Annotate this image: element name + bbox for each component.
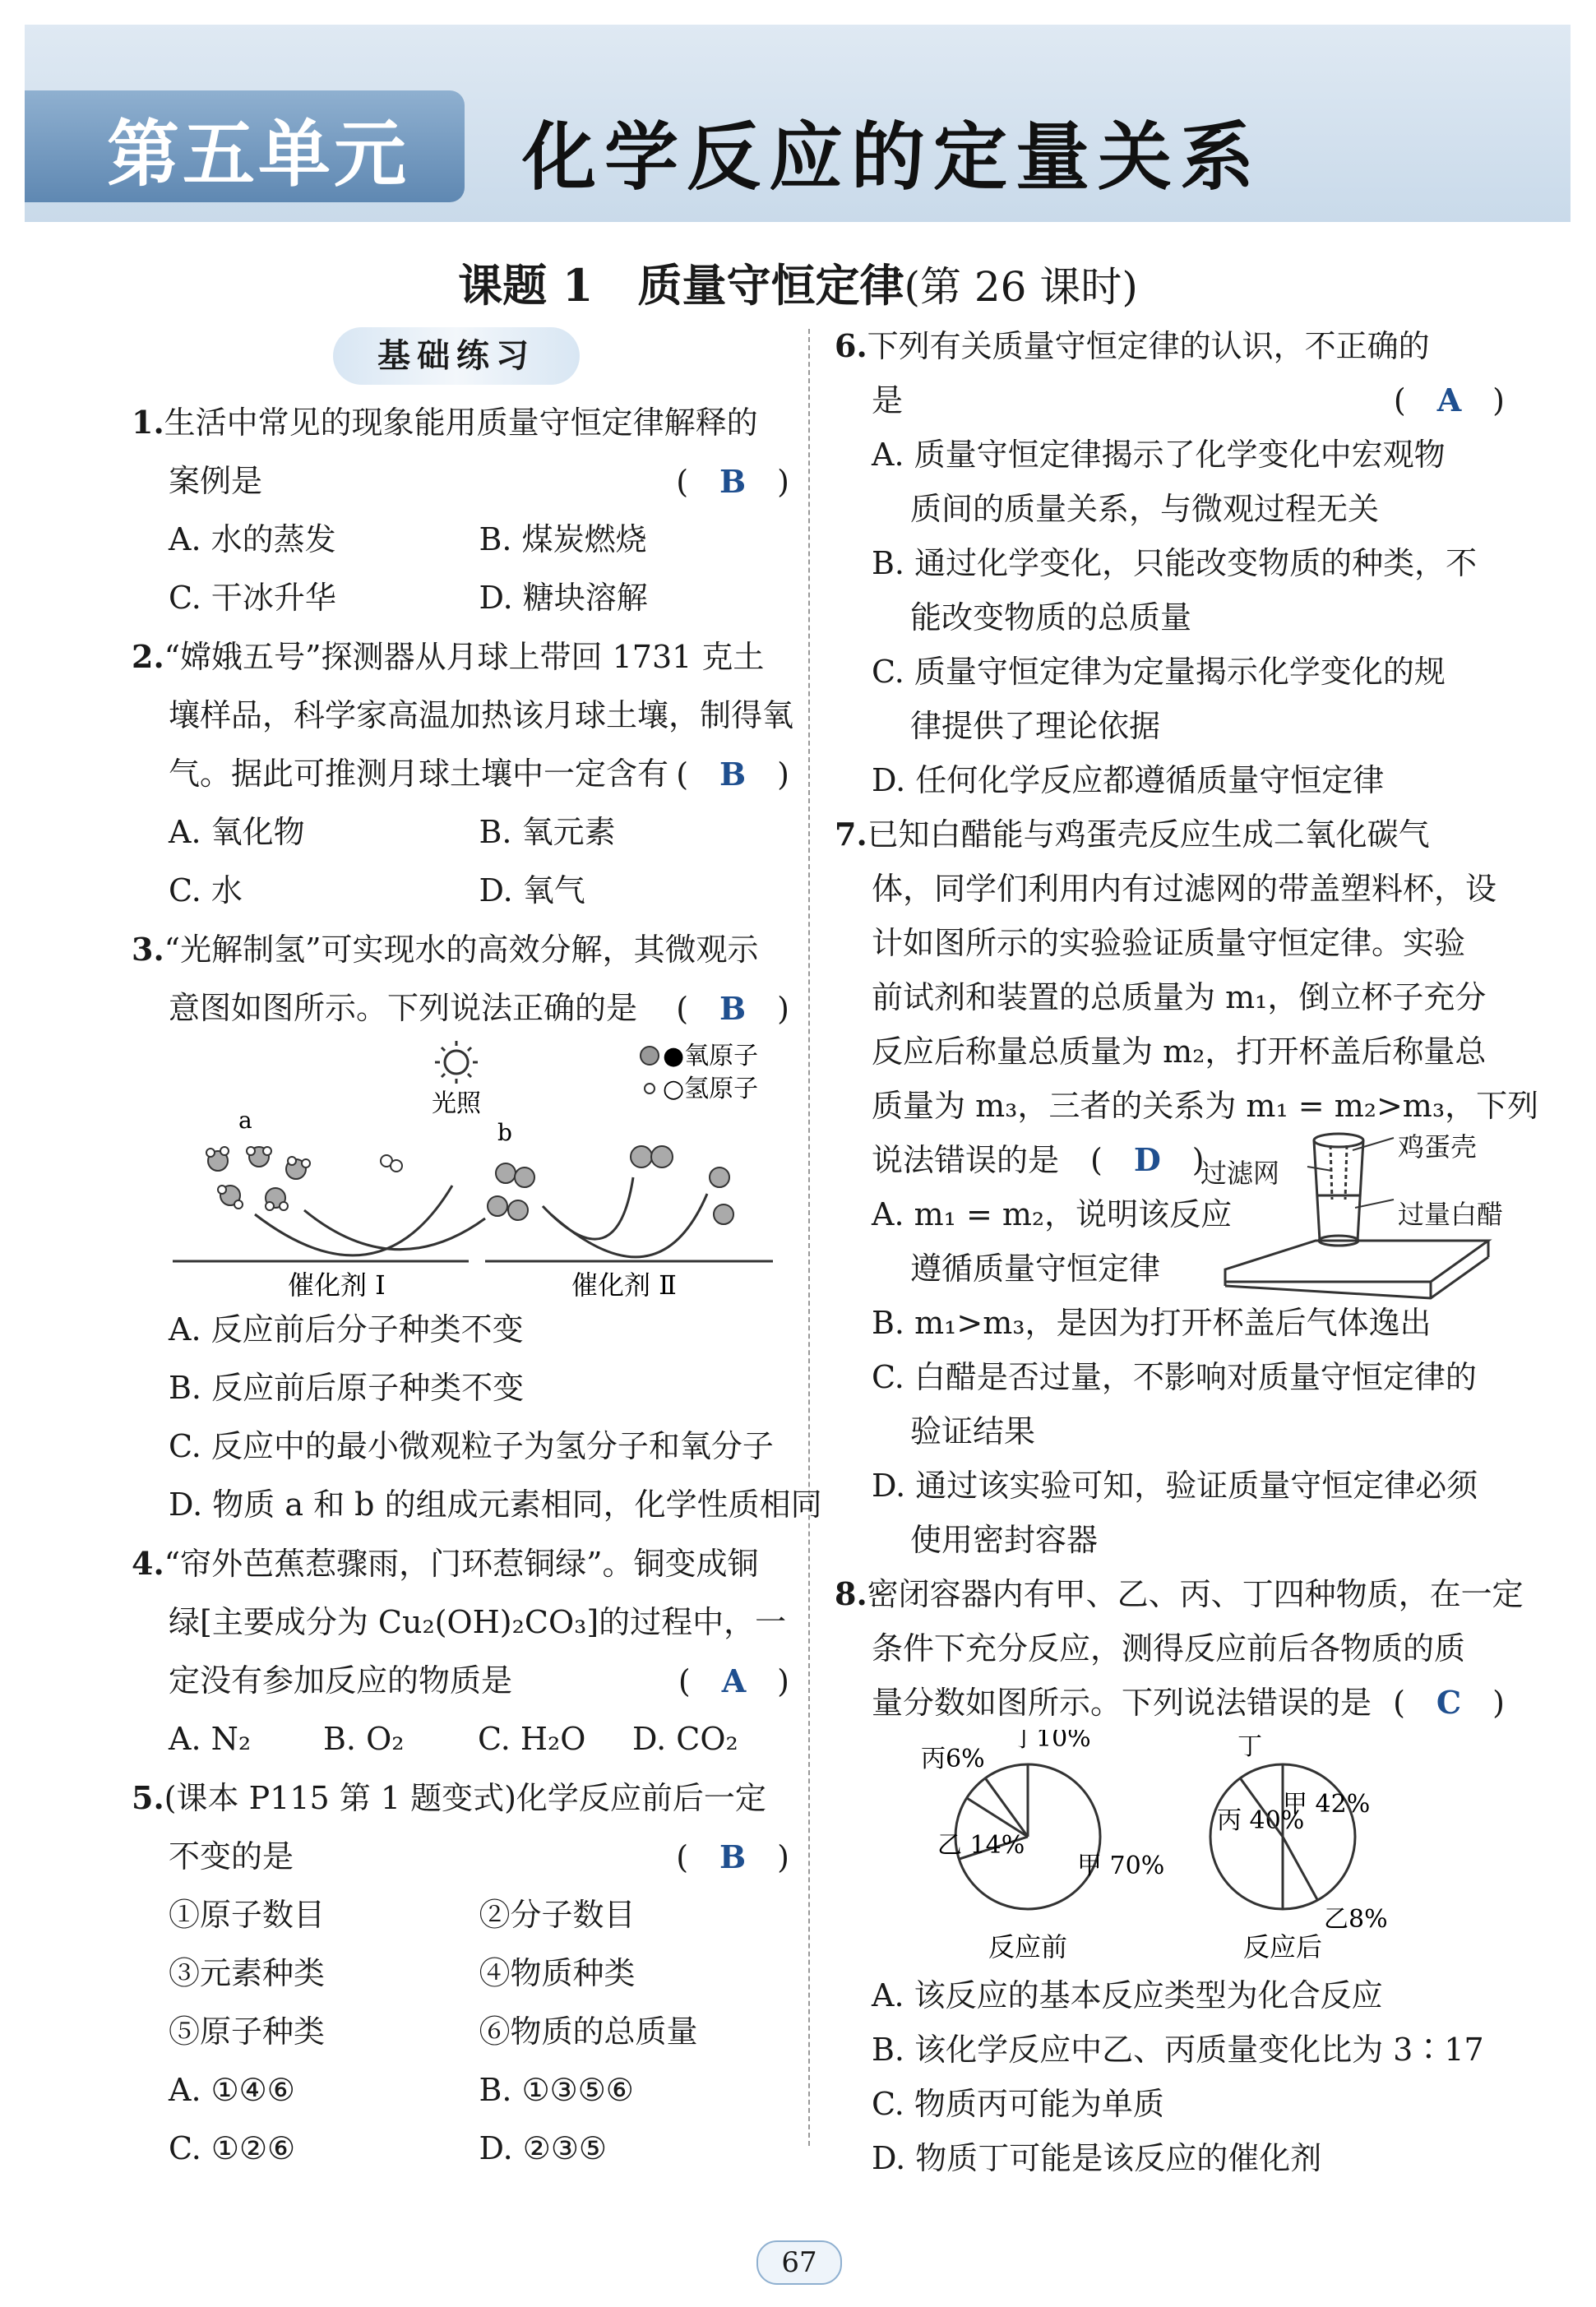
q7-option-c-2: 验证结果 bbox=[910, 1413, 1036, 1449]
q1-text-2: 案例是 bbox=[169, 463, 263, 499]
q5-number: 5. bbox=[132, 1779, 164, 1816]
q1-option-a: A. 水的蒸发 bbox=[169, 521, 336, 557]
q7-text-5: 反应后称量总质量为 m₂，打开杯盖后称量总 bbox=[872, 1033, 1487, 1070]
q5-items-row-3 bbox=[132, 2003, 789, 2061]
q4-line-3 bbox=[132, 1652, 789, 1710]
q5-items-row-2 bbox=[132, 1944, 789, 2003]
q3-option-d: D. 物质 a 和 b 的组成元素相同，化学性质相同 bbox=[169, 1486, 822, 1523]
q8-option-c: C. 物质丙可能为单质 bbox=[872, 2086, 1164, 2122]
q4-options-row bbox=[132, 1710, 789, 1768]
q5-items-row-1 bbox=[132, 1886, 789, 1944]
q5-options-row-2 bbox=[132, 2120, 789, 2178]
q8-option-a: A. 该反应的基本反应类型为化合反应 bbox=[872, 1977, 1383, 2013]
q5-line-2 bbox=[132, 1828, 789, 1886]
q1-answer-paren: ( B ) bbox=[676, 463, 789, 500]
q5-item-5: ⑤原子种类 bbox=[169, 2013, 326, 2050]
q3-text-2: 意图如图所示。下列说法正确的是 bbox=[169, 990, 638, 1026]
sun-icon bbox=[435, 1041, 478, 1084]
pie-2-title: 反应后 bbox=[1242, 1931, 1323, 1963]
q2-options-row-1 bbox=[132, 803, 789, 862]
q2-text-3: 气。据此可推测月球土壤中一定含有 bbox=[169, 756, 669, 792]
legend-hydrogen: ○氢原子 bbox=[663, 1075, 759, 1103]
pie-2-label-丁: 丁 bbox=[1237, 1732, 1262, 1761]
pie-2-label-甲: 甲 42% bbox=[1283, 1790, 1371, 1819]
q2-options-row-2 bbox=[132, 862, 789, 920]
q6-number: 6. bbox=[835, 327, 867, 364]
q5-line-1 bbox=[132, 1768, 789, 1828]
water-products-icon bbox=[710, 1167, 733, 1224]
q6-option-d: D. 任何化学反应都遵循质量守恒定律 bbox=[872, 762, 1385, 798]
q4-option-d: D. CO₂ bbox=[632, 1721, 738, 1757]
q1-answer: B bbox=[719, 463, 747, 500]
q6-option-b-2: 能改变物质的总质量 bbox=[910, 599, 1192, 636]
pie-2-label-乙: 乙8% bbox=[1324, 1905, 1388, 1934]
q6-option-a-2: 质间的质量关系，与微观过程无关 bbox=[910, 491, 1380, 527]
q7-option-d-2: 使用密封容器 bbox=[910, 1522, 1099, 1558]
legend-oxygen: ●氧原子 bbox=[663, 1042, 759, 1070]
peroxide-molecules-icon bbox=[488, 1163, 534, 1220]
q6-option-c-1: C. 质量守恒定律为定量揭示化学变化的规 bbox=[872, 654, 1446, 690]
q4-text-1: “帘外芭蕉惹骤雨，门环惹铜绿”。铜变成铜 bbox=[164, 1546, 759, 1582]
q2-line-2 bbox=[132, 687, 794, 745]
q6-answer-paren: ( A ) bbox=[1393, 381, 1505, 418]
q8-text-2: 条件下充分反应，测得反应前后各物质的质 bbox=[872, 1630, 1466, 1667]
q2-line-3 bbox=[132, 745, 789, 803]
q1-option-c: C. 干冰升华 bbox=[169, 580, 336, 616]
q3-answer: B bbox=[719, 990, 747, 1027]
q8-text-3: 量分数如图所示。下列说法错误的是 bbox=[872, 1685, 1372, 1721]
q2-text-2: 壤样品，科学家高温加热该月球土壤，制得氧 bbox=[169, 697, 794, 733]
q1-line-1 bbox=[132, 393, 789, 452]
q7-number: 7. bbox=[835, 816, 867, 853]
page-number: 67 bbox=[756, 2240, 842, 2285]
q1-option-d: D. 糖块溶解 bbox=[479, 580, 648, 616]
q7-option-d-1: D. 通过该实验可知，验证质量守恒定律必须 bbox=[872, 1468, 1478, 1504]
q3-figure bbox=[132, 1038, 789, 1301]
filter-label: 过滤网 bbox=[1200, 1158, 1280, 1189]
q6-answer: A bbox=[1436, 381, 1462, 418]
q7-text-6: 质量为 m₃，三者的关系为 m₁ = m₂>m₃，下列 bbox=[872, 1088, 1539, 1124]
catalyst-1-label: 催化剂 Ⅰ bbox=[288, 1269, 386, 1301]
q3-option-a: A. 反应前后分子种类不变 bbox=[169, 1311, 524, 1348]
q5-item-4: ④物质种类 bbox=[479, 1955, 636, 1991]
q4-option-a: A. N₂ bbox=[169, 1721, 252, 1757]
q8-answer-paren: ( C ) bbox=[1393, 1684, 1505, 1721]
pie-1-label-甲: 甲 70% bbox=[1077, 1852, 1165, 1880]
scale-icon bbox=[1225, 1241, 1488, 1298]
q7-text-2: 体，同学们利用内有过滤网的带盖塑料杯，设 bbox=[872, 871, 1497, 907]
unit-title: 化学反应的定量关系 bbox=[522, 114, 1262, 201]
q3-figure-svg bbox=[132, 1038, 789, 1301]
q6-option-b-1: B. 通过化学变化，只能改变物质的种类，不 bbox=[872, 545, 1478, 581]
pie-2-label-丙: 丙 40% bbox=[1217, 1806, 1305, 1835]
q8-option-d: D. 物质丁可能是该反应的催化剂 bbox=[872, 2140, 1322, 2176]
q5-item-3: ③元素种类 bbox=[169, 1955, 326, 1991]
q2-text-1: “嫦娥五号”探测器从月球上带回 1731 克土 bbox=[164, 639, 765, 675]
q2-option-b: B. 氧元素 bbox=[479, 814, 616, 850]
q5-option-c: C. ①②⑥ bbox=[169, 2130, 296, 2166]
q5-answer: B bbox=[719, 1838, 747, 1875]
q2-number: 2. bbox=[132, 638, 164, 675]
q3-text-1: “光解制氢”可实现水的高效分解，其微观示 bbox=[164, 932, 759, 968]
q6-text-2: 是 bbox=[872, 382, 904, 418]
q7-line-7: 说法错误的是 ( D ) bbox=[872, 1141, 1205, 1178]
q8-pie-charts-svg bbox=[835, 1730, 1505, 1968]
q2-option-a: A. 氧化物 bbox=[169, 814, 305, 850]
q4-option-c: C. H₂O bbox=[478, 1721, 586, 1757]
egg-label: 鸡蛋壳 bbox=[1398, 1131, 1478, 1163]
q6-option-c-2: 律提供了理论依据 bbox=[910, 708, 1161, 744]
q8-answer: C bbox=[1436, 1684, 1462, 1721]
q8-line-1 bbox=[835, 1567, 1524, 1621]
right-column bbox=[835, 319, 1539, 2185]
q8-text-1: 密闭容器内有甲、乙、丙、丁四种物质，在一定 bbox=[867, 1576, 1524, 1612]
cup-icon bbox=[1314, 1134, 1363, 1246]
lesson-title-sub: (第 26 课时) bbox=[904, 263, 1138, 311]
q4-text-3: 定没有参加反应的物质是 bbox=[169, 1662, 513, 1699]
q5-text-2: 不变的是 bbox=[169, 1838, 294, 1875]
q6-text-1: 下列有关质量守恒定律的认识，不正确的 bbox=[867, 328, 1430, 364]
q3-option-c: C. 反应中的最小微观粒子为氢分子和氧分子 bbox=[169, 1428, 774, 1464]
q7-option-b: B. m₁>m₃，是因为打开杯盖后气体逸出 bbox=[872, 1305, 1432, 1341]
q1-options-row-2 bbox=[132, 569, 789, 627]
catalyst-2-label: 催化剂 Ⅱ bbox=[571, 1269, 677, 1301]
q5-item-1: ①原子数目 bbox=[169, 1897, 326, 1933]
light-label: 光照 bbox=[432, 1089, 481, 1118]
oxygen-atom-legend-icon bbox=[641, 1047, 659, 1065]
q6-line-2 bbox=[835, 373, 1505, 428]
q3-line-1 bbox=[132, 920, 789, 979]
section-badge: 基础练习 bbox=[333, 327, 580, 385]
lesson-title-main: 课题 1 质量守恒定律 bbox=[458, 259, 904, 312]
vinegar-label: 过量白醋 bbox=[1398, 1199, 1504, 1230]
q8-charts bbox=[835, 1730, 1505, 1968]
q3-number: 3. bbox=[132, 931, 164, 968]
q7-option-a-2: 遵循质量守恒定律 bbox=[910, 1251, 1161, 1287]
q2-line-1 bbox=[132, 627, 789, 687]
q3-answer-paren: ( B ) bbox=[676, 990, 789, 1027]
pie-1-label-乙: 乙 14% bbox=[937, 1831, 1025, 1860]
q5-options-row-1 bbox=[132, 2061, 789, 2120]
q1-number: 1. bbox=[132, 404, 164, 441]
pie-1-title: 反应前 bbox=[988, 1931, 1068, 1963]
pie-1-label-丁: 丁10% bbox=[1011, 1730, 1091, 1753]
reaction-arrows bbox=[255, 1177, 707, 1257]
q7-option-c-1: C. 白醋是否过量，不影响对质量守恒定律的 bbox=[872, 1359, 1477, 1395]
q8-number: 8. bbox=[835, 1575, 867, 1612]
q5-option-a: A. ①④⑥ bbox=[169, 2072, 295, 2108]
q4-line-2 bbox=[132, 1593, 789, 1652]
q8-option-b: B. 该化学反应中乙、丙质量变化比为 3∶17 bbox=[872, 2032, 1484, 2068]
q5-item-6: ⑥物质的总质量 bbox=[479, 2013, 698, 2050]
q2-answer: B bbox=[719, 756, 747, 793]
filter-pointer bbox=[1307, 1167, 1332, 1171]
left-column bbox=[132, 393, 822, 2178]
label-a: a bbox=[238, 1107, 252, 1134]
q5-answer-paren: ( B ) bbox=[676, 1838, 789, 1875]
q7-line-1 bbox=[835, 807, 1505, 862]
q4-text-2: 绿[主要成分为 Cu₂(OH)₂CO₃]的过程中，一 bbox=[169, 1604, 787, 1640]
q7-text-4: 前试剂和装置的总质量为 m₁，倒立杯子充分 bbox=[872, 979, 1487, 1015]
q6-option-a-1: A. 质量守恒定律揭示了化学变化中宏观物 bbox=[872, 437, 1446, 473]
q5-option-d: D. ②③⑤ bbox=[479, 2130, 607, 2166]
q4-number: 4. bbox=[132, 1545, 164, 1582]
q3-option-b: B. 反应前后原子种类不变 bbox=[169, 1370, 525, 1406]
pie-1-label-丙: 丙6% bbox=[921, 1745, 985, 1773]
q2-answer-paren: ( B ) bbox=[676, 756, 789, 793]
q2-option-c: C. 水 bbox=[169, 872, 243, 908]
q4-option-b: B. O₂ bbox=[323, 1721, 405, 1757]
oxygen-molecule-icon bbox=[631, 1146, 673, 1167]
q4-answer: A bbox=[721, 1662, 747, 1699]
q7-option-a-1: A. m₁ = m₂，说明该反应 bbox=[872, 1196, 1233, 1232]
label-b: b bbox=[497, 1119, 512, 1146]
q1-option-b: B. 煤炭燃烧 bbox=[479, 521, 647, 557]
q5-text-1: (课本 P115 第 1 题变式)化学反应前后一定 bbox=[164, 1780, 766, 1816]
q5-option-b: B. ①③⑤⑥ bbox=[479, 2072, 634, 2108]
q7-text-1: 已知白醋能与鸡蛋壳反应生成二氧化碳气 bbox=[867, 816, 1430, 853]
q1-text-1: 生活中常见的现象能用质量守恒定律解释的 bbox=[164, 405, 758, 441]
q8-line-3 bbox=[835, 1676, 1505, 1730]
q1-line-2 bbox=[132, 452, 789, 511]
q4-answer-paren: ( A ) bbox=[678, 1662, 789, 1699]
q7-text-3: 计如图所示的实验验证质量守恒定律。实验 bbox=[872, 925, 1466, 961]
q4-line-1 bbox=[132, 1534, 789, 1593]
hydrogen-atom-legend-icon bbox=[645, 1084, 655, 1093]
q1-options-row-1 bbox=[132, 511, 789, 569]
q3-line-2 bbox=[132, 979, 789, 1038]
q2-option-d: D. 氧气 bbox=[479, 872, 585, 908]
lesson-title bbox=[0, 251, 1596, 314]
q5-item-2: ②分子数目 bbox=[479, 1897, 636, 1933]
hydrogen-molecule-icon bbox=[381, 1155, 402, 1172]
q7-text-7: 说法错误的是 bbox=[872, 1142, 1060, 1178]
unit-label: 第五单元 bbox=[107, 112, 410, 196]
column-divider bbox=[808, 329, 810, 2146]
q7-answer: D bbox=[1133, 1141, 1161, 1178]
q6-line-1 bbox=[835, 319, 1505, 373]
